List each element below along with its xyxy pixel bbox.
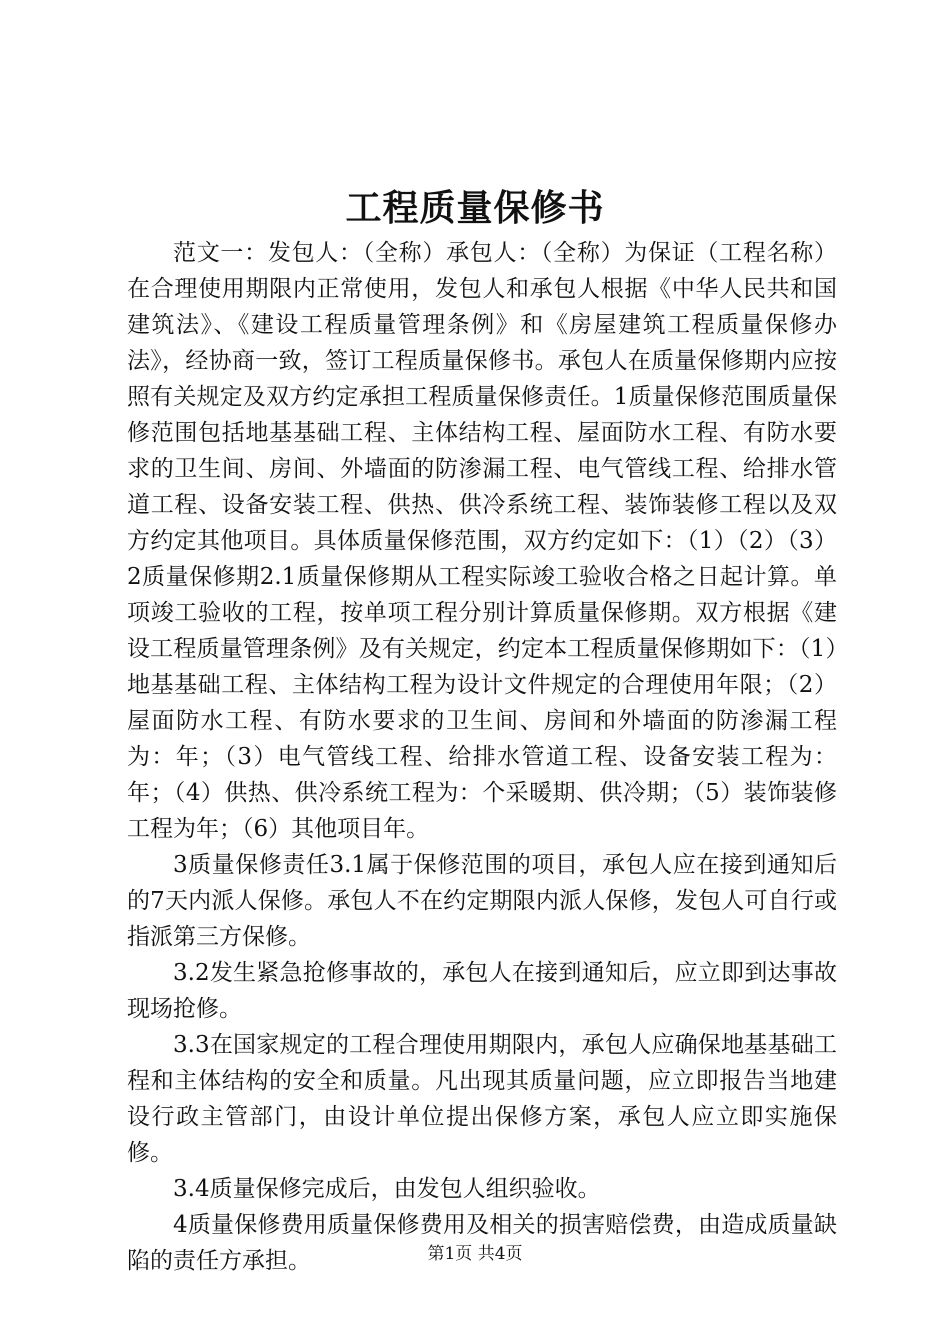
paragraph: 4质量保修费用质量保修费用及相关的损害赔偿费，由造成质量缺陷的责任方承担。 bbox=[127, 1212, 837, 1274]
paragraph: 范文一：发包人：（全称）承包人：（全称）为保证（工程名称）在合理使用期限内正常使用，发包人和承包人根据《中华人民共和国建筑法》、《建设工程质量管理条例》和《房屋建筑工程质量保修办法》，经协商一致，签订工程质量保修书。承包人在质量保修期内应按照有关规定及双方约定承担工程质量保修责任。1质量保修范围质量保修范围包括地基基础工程、主体结构工程、屋面防水工程、有防水要求的卫生间、房间、外墙面的防渗漏工程、电气管线工程、给排水管道工程、设备安装工程、供热、供冷系统工程、装饰装修工程以及双方约定其他项目。具体质量保修范围，双方约定如下：（1）（2）（3）2质量保修期2.1质量保修期从工程实际竣工验收合格之日起计算。单项竣工验收的工程，按单项工程分别计算质量保修期。双方根据《建设工程质量管理条例》及有关规定，约定本工程质量保修期如下：（1）地基基础工程、主体结构工程为设计文件规定的合理使用年限；（2）屋面防水工程、有防水要求的卫生间、房间和外墙面的防渗漏工程为：年；（3）电气管线工程、给排水管道工程、设备安装工程为：年；（4）供热、供冷系统工程为：个采暖期、供冷期；（5）装饰装修工程为年；（6）其他项目年。 bbox=[127, 240, 837, 842]
paragraph: 3.4质量保修完成后，由发包人组织验收。 bbox=[173, 1176, 601, 1202]
document-body bbox=[127, 235, 837, 1279]
paragraph: 3.2发生紧急抢修事故的，承包人在接到通知后，应立即到达事故现场抢修。 bbox=[127, 960, 837, 1022]
paragraph: 3.3在国家规定的工程合理使用期限内，承包人应确保地基基础工程和主体结构的安全和质量。凡出现其质量问题，应立即报告当地建设行政主管部门，由设计单位提出保修方案，承包人应立即实施保修。 bbox=[127, 1032, 837, 1166]
document-title: 工程质量保修书 bbox=[345, 187, 605, 229]
page-number-footer: 第1页 共4页 bbox=[427, 1244, 523, 1264]
paragraph: 3质量保修责任3.1属于保修范围的项目，承包人应在接到通知后的7天内派人保修。承包人不在约定期限内派人保修，发包人可自行或指派第三方保修。 bbox=[127, 852, 837, 950]
